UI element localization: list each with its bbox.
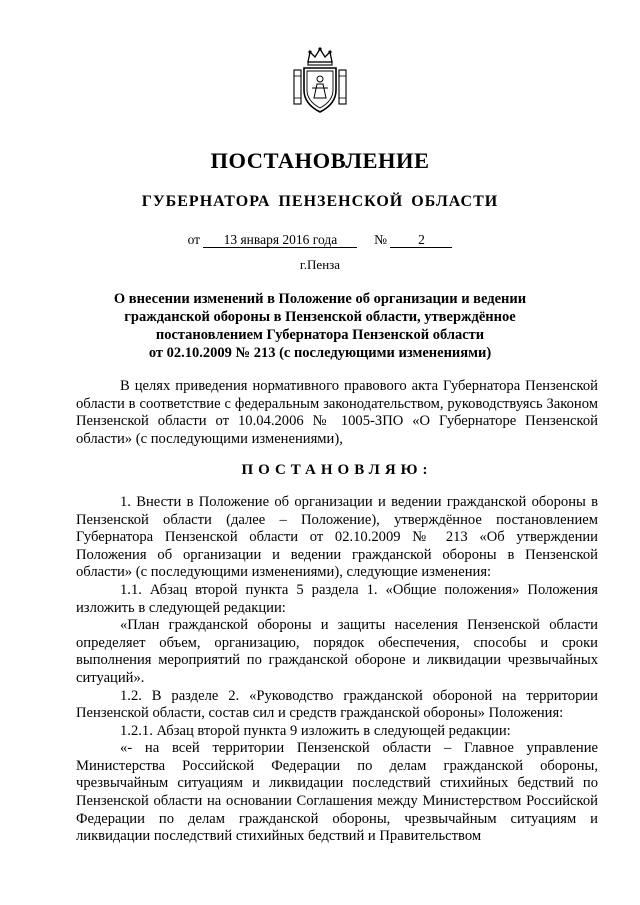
coat-of-arms-icon: [290, 46, 350, 116]
date-number-line: [0, 232, 640, 248]
document-subtitle: ГУБЕРНАТОРА ПЕНЗЕНСКОЙ ОБЛАСТИ: [141, 193, 499, 210]
number-prefix: №: [374, 232, 388, 247]
heading-line: постановлением Губернатора Пензенской области: [155, 327, 485, 343]
document-title: ПОСТАНОВЛЕНИЕ: [210, 148, 430, 173]
body-paragraph: 1.1. Абзац второй пункта 5 раздела 1. «Общие положения» Положения изложить в следующей редакции:: [76, 581, 598, 616]
body-paragraph: «- на всей территории Пензенской области – Главное управление Министерства Российской Федерации по делам гражданской обороны, чрезвычайным ситуациям и ликвидации последствий стихийных бедствий по Пензенской области на основании Соглашения между Министерством Российской Федерации по делам гражданской обороны, чрезвычайным ситуациям и ликвидации последствий стихийных бедствий и Правительством: [76, 740, 598, 845]
decree-word: ПОСТАНОВЛЯЮ:: [241, 462, 433, 479]
document-date: 13 января 2016 года: [203, 232, 357, 248]
body-paragraph: 1. Внести в Положение об организации и ведении гражданской обороны в Пензенской области (далее – Положение), утверждённое постановлением Губернатора Пензенской области от 02.10.2009 № 213 «Об утверждении Положения об организации и ведении гражданской обороны в Пензенской области» (с последующими изменениями), следующие изменения:: [76, 493, 598, 581]
date-prefix: от: [187, 232, 201, 247]
body-paragraph: 1.2.1. Абзац второй пункта 9 изложить в следующей редакции:: [120, 722, 511, 739]
document-city: г.Пенза: [299, 257, 341, 272]
preamble-paragraph: В целях приведения нормативного правового акта Губернатора Пензенской области в соответствие с федеральным законодательством, руководствуясь Законом Пензенской области от 10.04.2006 № 1005-ЗПО «О Губернаторе Пензенской области» (с последующими изменениями),: [76, 378, 598, 447]
document-body: [76, 378, 598, 846]
document-heading: [110, 290, 530, 362]
heading-line: О внесении изменений в Положение об организации и ведении: [113, 291, 527, 307]
document-number: 2: [390, 232, 452, 248]
body-paragraph: «План гражданской обороны и защиты населения Пензенской области определяет объем, организацию, порядок обеспечения, способы и сроки выполнения мероприятий по гражданской обороне и ликвидации чрезвычайных ситуаций».: [76, 617, 598, 686]
heading-line: гражданской обороны в Пензенской области, утверждённое: [124, 309, 516, 325]
body-paragraph: 1.2. В разделе 2. «Руководство гражданской обороной на территории Пензенской области, состав сил и средств гражданской обороны» Положения:: [76, 687, 598, 722]
heading-line: от 02.10.2009 № 213 (с последующими изменениями): [148, 345, 492, 361]
